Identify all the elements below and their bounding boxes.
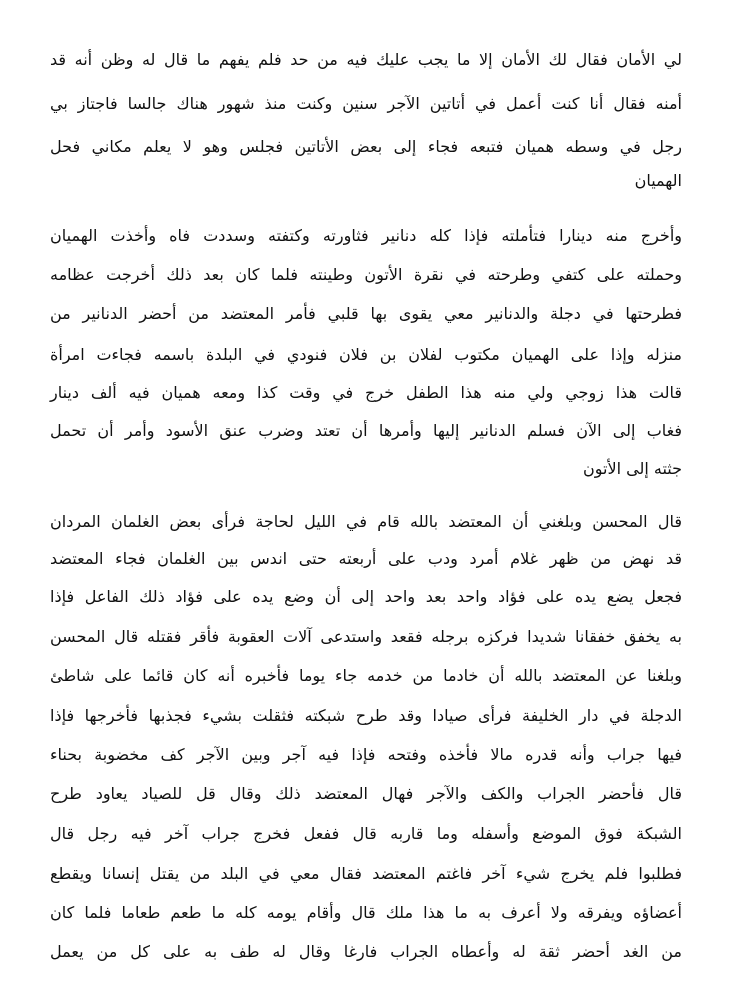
text-line: الهميان — [634, 171, 682, 190]
text-line: قد نهض من ظهر غلام أمرد ودب على أربعته حتى اندس بين الغلمان فجاء المعتضد — [50, 549, 682, 568]
text-line: فجعل يضع يده على فؤاد واحد بعد واحد إلى أن وضع يده على فؤاد ذلك الفاعل فإذا — [50, 587, 682, 606]
text-line: فطرحتها في دجلة والدنانير معي يقوى بها قلبي فأمر المعتضد من أحضر الدنانير من — [50, 304, 682, 323]
text-line: الدجلة في دار الخليفة فرأى صيادا وقد طرح شبكته فثقلت بشيء فجذبها فأخرجها فإذا — [50, 706, 682, 725]
text-line: قال فأحضر الجراب والكف والآجر فهال المعتضد ذلك وقال قل للصياد يعاود طرح — [50, 784, 682, 803]
text-line: من الغد أحضر ثقة له وأعطاه الجراب فارغا وقال له طف به على كل من يعمل — [50, 942, 682, 961]
text-line: الشبكة فوق الموضع وأسفله وما قاربه قال ففعل فخرج جراب آخر فيه رجل قال — [50, 824, 682, 843]
text-line: لي الأمان فقال لك الأمان إلا ما يجب عليك فيه من حد فلم يفهم ما قال له وظن أنه قد — [50, 50, 682, 69]
text-line: وأخرج منه دينارا فتأملته فإذا كله دنانير فثاورته وكتفته وسددت فاه وأخذت الهميان — [50, 226, 682, 245]
text-line: رجل في وسطه هميان فتبعه فجاء إلى بعض الأتاتين فجلس وهو لا يعلم مكاني فحل — [50, 137, 682, 156]
text-line: قالت هذا زوجي ولي منه هذا الطفل خرج في وقت كذا ومعه هميان فيه ألف دينار — [50, 383, 682, 402]
text-line: أعضاؤه ويفرقه ولا أعرف به ما هذا ملك قال وأقام يومه كله ما طعم طعاما فلما كان — [50, 903, 682, 922]
text-line: قال المحسن وبلغني أن المعتضد بالله قام في الليل لحاجة فرأى بعض الغلمان المردان — [50, 512, 682, 531]
text-line: منزله وإذا على الهميان مكتوب لفلان بن فلان فنودي في البلدة باسمه فجاءت امرأة — [50, 345, 682, 364]
text-line: فغاب إلى الآن فسلم الدنانير إليها وأمرها أن تعتد وضرب عنق الأسود وأمر أن تحمل — [50, 421, 682, 440]
text-line: فيها جراب وأنه قدره مالا فأخذه وفتحه فإذا فيه آجر وبين الآجر كف مخضوبة بحناء — [50, 745, 682, 764]
text-line: به يخفق خفقانا شديدا فركزه برجله فقعد واستدعى آلات العقوبة فأقر فقتله قال المحسن — [50, 627, 682, 646]
text-line: وحملته على كتفي وطرحته في نقرة الأتون وطينته فلما كان بعد ذلك أخرجت عظامه — [50, 265, 682, 284]
text-line: جثته إلى الأتون — [583, 459, 682, 478]
text-line: أمنه فقال أنا كنت أعمل في أتاتين الآجر سنين وكنت منذ شهور هناك جالسا فاجتاز بي — [50, 94, 682, 113]
text-line: فطلبوا فلم يخرج شيء آخر فاغتم المعتضد فقال معي في البلد من يقتل إنسانا ويقطع — [50, 864, 682, 883]
text-line: وبلغنا عن المعتضد بالله أن خادما من خدمه جاء يوما فأخبره أنه كان قائما على شاطئ — [50, 666, 682, 685]
